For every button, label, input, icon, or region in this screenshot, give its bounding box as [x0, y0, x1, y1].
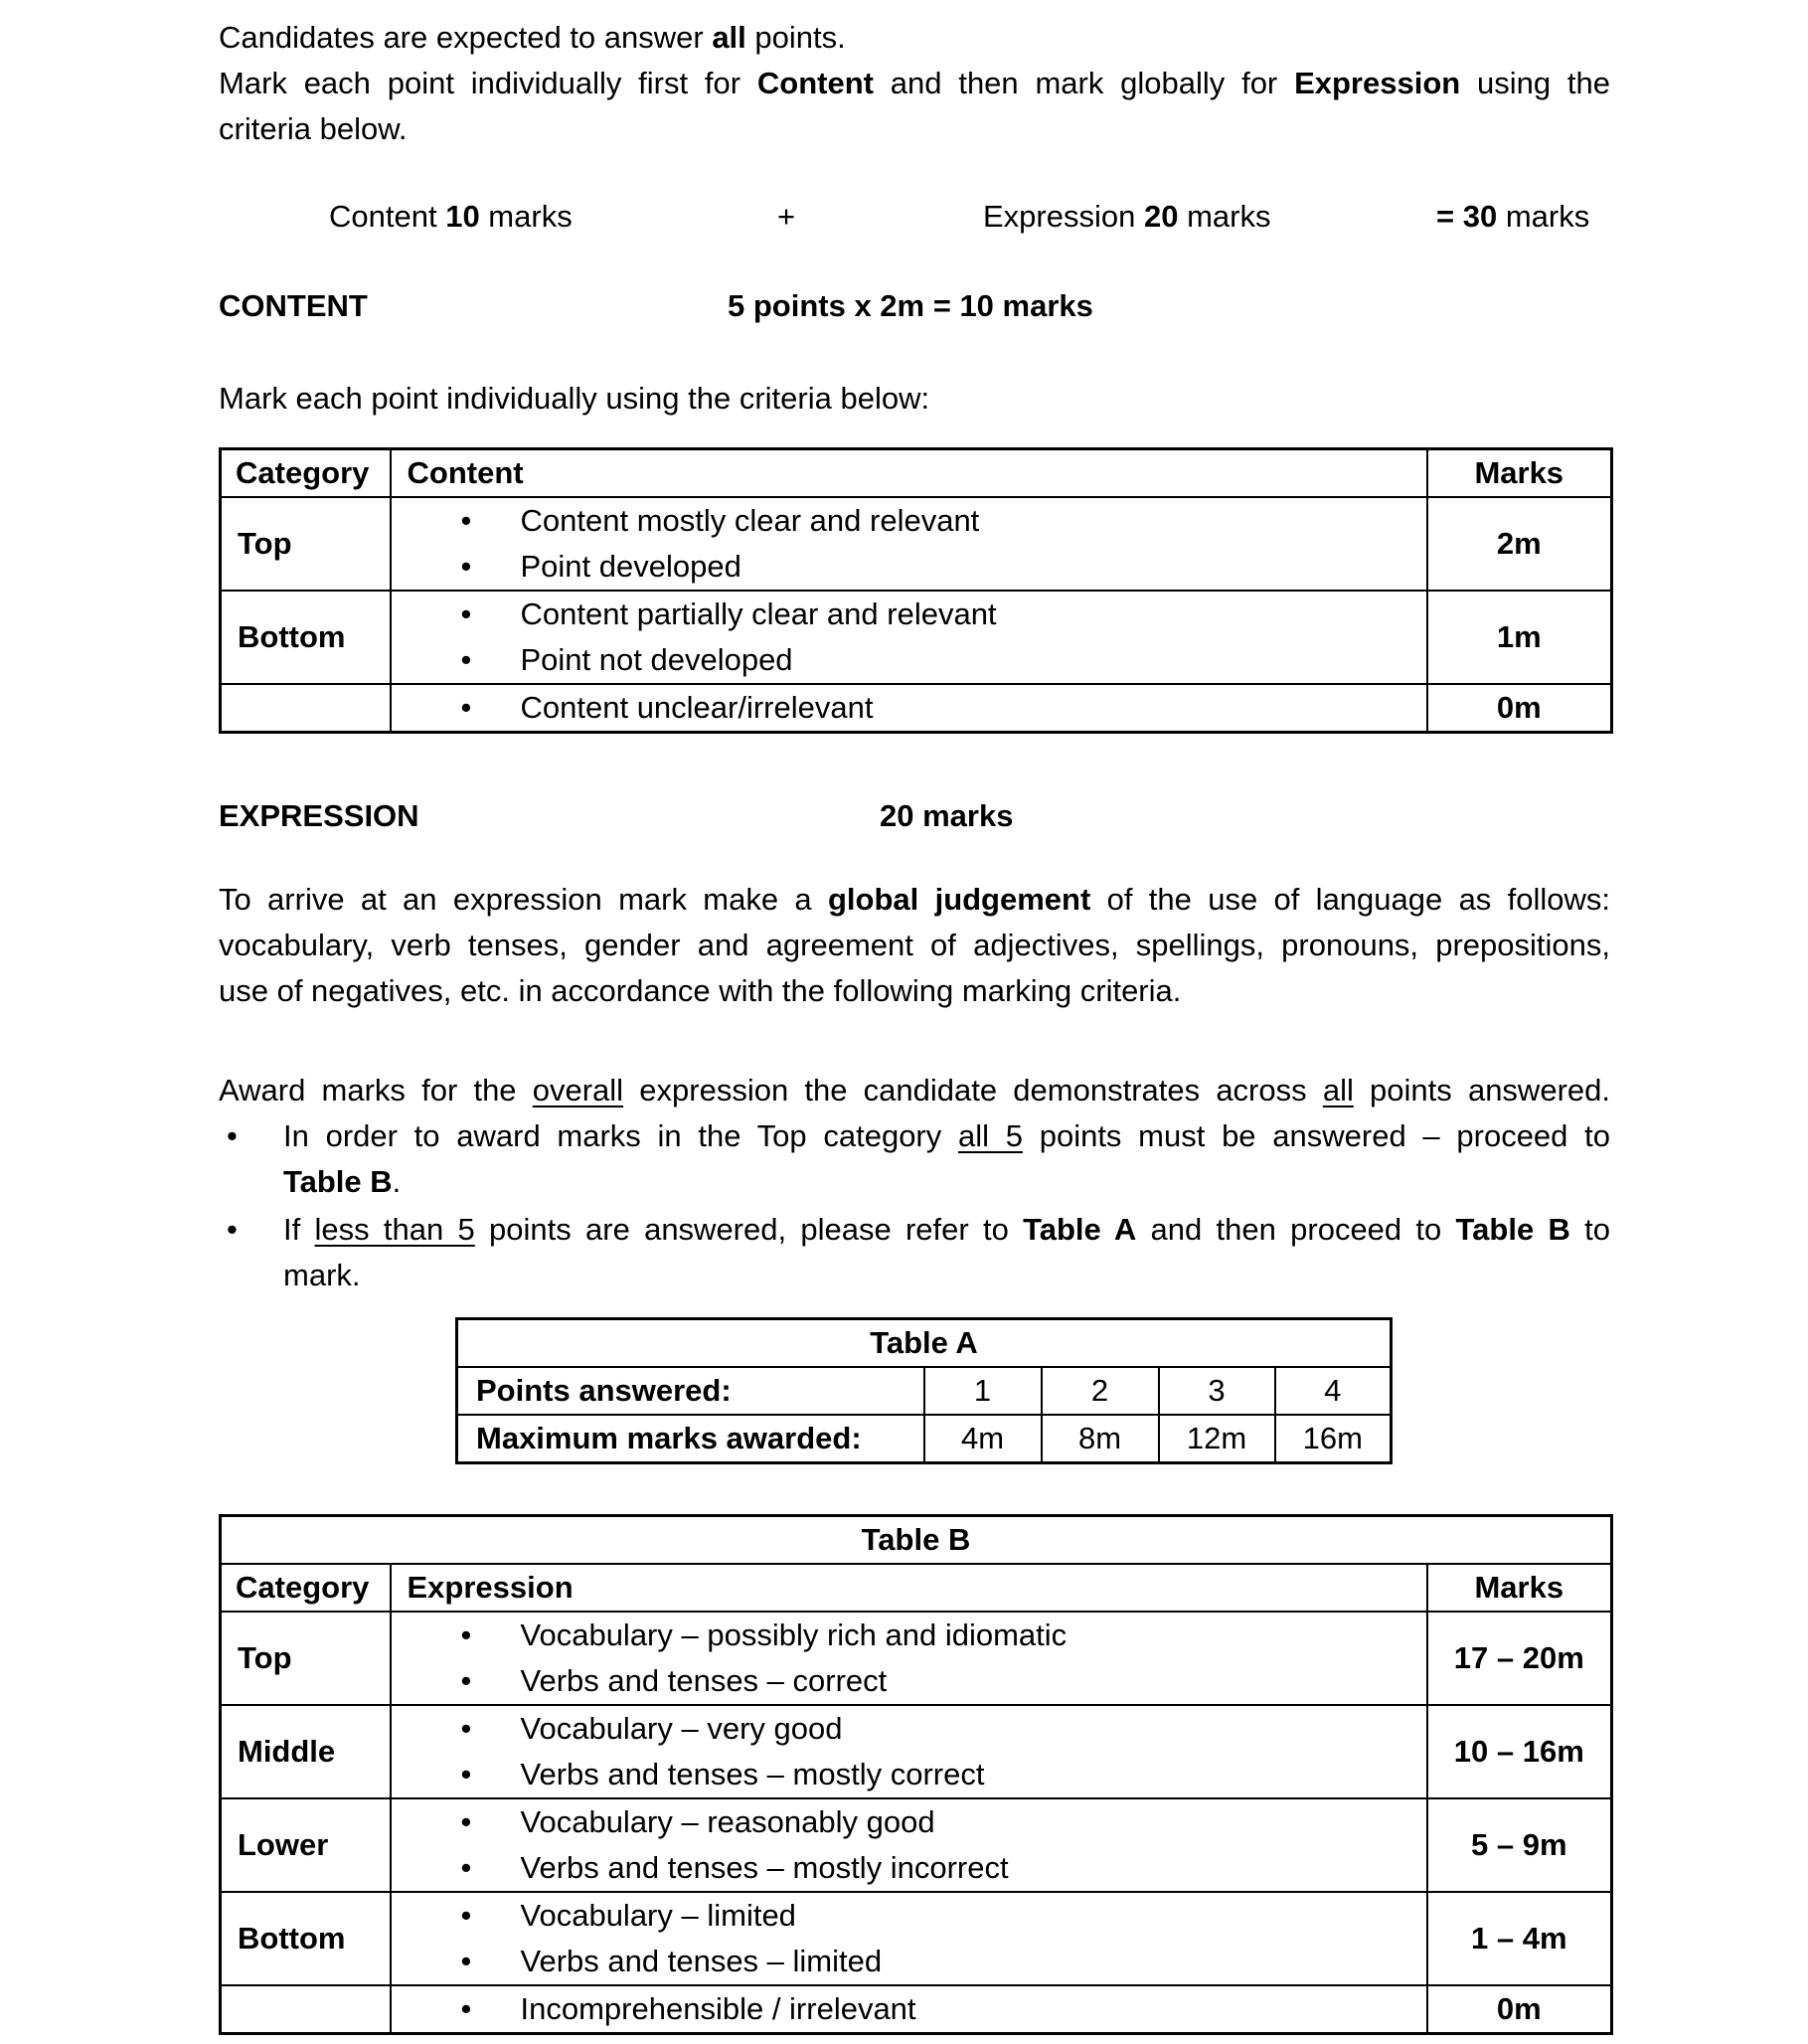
list-item [219, 1207, 1610, 1298]
criteria-bullet: • Content partially clear and relevant [392, 592, 1426, 637]
criteria-bullet: • Vocabulary – limited [392, 1893, 1426, 1939]
intro-line-2: Mark each point individually first for Content and then mark globally for Expression using the [219, 66, 1610, 100]
content-table-row-zero [221, 684, 1612, 733]
table-b-row-top [221, 1612, 1612, 1705]
intro-line-1: Candidates are expected to answer all points. [219, 20, 846, 55]
criteria-cell [391, 591, 1427, 684]
formula-expression-marks: Expression 20 marks [983, 199, 1271, 234]
list-item [219, 1113, 1610, 1205]
criteria-bullet: • Verbs and tenses – correct [392, 1658, 1426, 1704]
marks-cell: 1 – 4m [1427, 1892, 1612, 1985]
table-a-title-row [457, 1319, 1392, 1368]
max-marks-value: 8m [1042, 1415, 1159, 1463]
table-a [455, 1317, 1393, 1464]
max-marks-row [457, 1415, 1392, 1463]
points-answered-value: 2 [1042, 1367, 1159, 1415]
table-b-header-category: Category [221, 1564, 391, 1612]
table-a-title: Table A [457, 1319, 1392, 1368]
expression-heading-marks: 20 marks [880, 798, 1014, 833]
criteria-cell [391, 1892, 1427, 1985]
category-cell [221, 1985, 391, 2034]
table-b-header-expression: Expression [391, 1564, 1427, 1612]
table-b-title: Table B [221, 1516, 1612, 1565]
marking-notes-list [219, 1113, 1610, 1298]
criteria-bullet: • Point not developed [392, 637, 1426, 683]
marks-cell: 17 – 20m [1427, 1612, 1612, 1705]
note-line: Table B. [283, 1164, 402, 1199]
criteria-bullet: • Content unclear/irrelevant [392, 685, 1426, 731]
criteria-cell [391, 1705, 1427, 1798]
points-answered-label: Points answered: [457, 1367, 924, 1415]
category-cell: Bottom [221, 1892, 391, 1985]
content-table-header-marks: Marks [1427, 449, 1612, 498]
table-b-header-marks: Marks [1427, 1564, 1612, 1612]
marks-cell: 5 – 9m [1427, 1798, 1612, 1892]
content-table-header-content: Content [391, 449, 1427, 498]
category-cell: Bottom [221, 591, 391, 684]
max-marks-value: 4m [924, 1415, 1042, 1463]
formula-plus-sign: + [777, 199, 796, 234]
marks-cell: 2m [1427, 497, 1612, 591]
criteria-bullet: • Vocabulary – reasonably good [392, 1799, 1426, 1845]
marks-cell: 0m [1427, 684, 1612, 733]
formula-total-marks: = 30 marks [1436, 199, 1590, 234]
note-line: • If less than 5 points are answered, please refer to Table A and then proceed to Table B to [283, 1212, 1610, 1247]
formula-content-marks: Content 10 marks [329, 199, 573, 234]
category-cell: Top [221, 1612, 391, 1705]
table-b [219, 1514, 1613, 2035]
content-section-heading [219, 283, 1610, 329]
content-table-row-top [221, 497, 1612, 591]
max-marks-value: 12m [1159, 1415, 1275, 1463]
content-table-row-bottom [221, 591, 1612, 684]
content-heading-label: CONTENT [219, 288, 368, 323]
category-cell: Lower [221, 1798, 391, 1892]
criteria-bullet: • Content mostly clear and relevant [392, 498, 1426, 544]
criteria-bullet: • Verbs and tenses – limited [392, 1939, 1426, 1984]
table-b-title-row [221, 1516, 1612, 1565]
content-instruction: Mark each point individually using the criteria below: [219, 381, 930, 416]
table-b-header-row [221, 1564, 1612, 1612]
criteria-cell [391, 684, 1427, 733]
max-marks-label: Maximum marks awarded: [457, 1415, 924, 1463]
expression-paragraph-line-2: vocabulary, verb tenses, gender and agreement of adjectives, spellings, pronouns, prepositions, [219, 928, 1610, 962]
table-b-row-zero [221, 1985, 1612, 2034]
category-cell: Top [221, 497, 391, 591]
criteria-bullet: • Verbs and tenses – mostly incorrect [392, 1845, 1426, 1891]
points-answered-row [457, 1367, 1392, 1415]
criteria-bullet: • Verbs and tenses – mostly correct [392, 1752, 1426, 1797]
content-table-header-category: Category [221, 449, 391, 498]
points-answered-value: 3 [1159, 1367, 1275, 1415]
expression-paragraph-line-1: To arrive at an expression mark make a global judgement of the use of language as follows: [219, 882, 1610, 917]
criteria-cell [391, 497, 1427, 591]
content-heading-formula: 5 points x 2m = 10 marks [728, 288, 1093, 323]
category-cell [221, 684, 391, 733]
marks-cell: 1m [1427, 591, 1612, 684]
expression-section-heading [219, 793, 1610, 839]
marks-cell: 10 – 16m [1427, 1705, 1612, 1798]
expression-paragraph-line-3: use of negatives, etc. in accordance with the following marking criteria. [219, 973, 1182, 1008]
marks-cell: 0m [1427, 1985, 1612, 2034]
table-b-row-bottom [221, 1892, 1612, 1985]
points-answered-value: 4 [1275, 1367, 1392, 1415]
content-criteria-table [219, 447, 1613, 734]
criteria-bullet: • Incomprehensible / irrelevant [392, 1986, 1426, 2032]
criteria-bullet: • Vocabulary – very good [392, 1706, 1426, 1752]
points-answered-value: 1 [924, 1367, 1042, 1415]
note-line: • In order to award marks in the Top category all 5 points must be answered – proceed to [283, 1118, 1610, 1153]
note-line: mark. [283, 1258, 361, 1292]
category-cell: Middle [221, 1705, 391, 1798]
criteria-bullet: • Vocabulary – possibly rich and idiomatic [392, 1613, 1426, 1658]
expression-paragraph [219, 877, 1610, 1014]
criteria-bullet: • Point developed [392, 544, 1426, 590]
intro-paragraph [219, 15, 1610, 152]
marks-formula-line [219, 194, 1610, 240]
expression-heading-label: EXPRESSION [219, 798, 419, 833]
criteria-cell [391, 1985, 1427, 2034]
award-marks-line: Award marks for the overall expression the candidate demonstrates across all points answered. [219, 1073, 1610, 1107]
max-marks-value: 16m [1275, 1415, 1392, 1463]
intro-line-3: criteria below. [219, 111, 408, 146]
criteria-cell [391, 1612, 1427, 1705]
content-table-header-row [221, 449, 1612, 498]
criteria-cell [391, 1798, 1427, 1892]
table-b-row-middle [221, 1705, 1612, 1798]
table-b-row-lower [221, 1798, 1612, 1892]
